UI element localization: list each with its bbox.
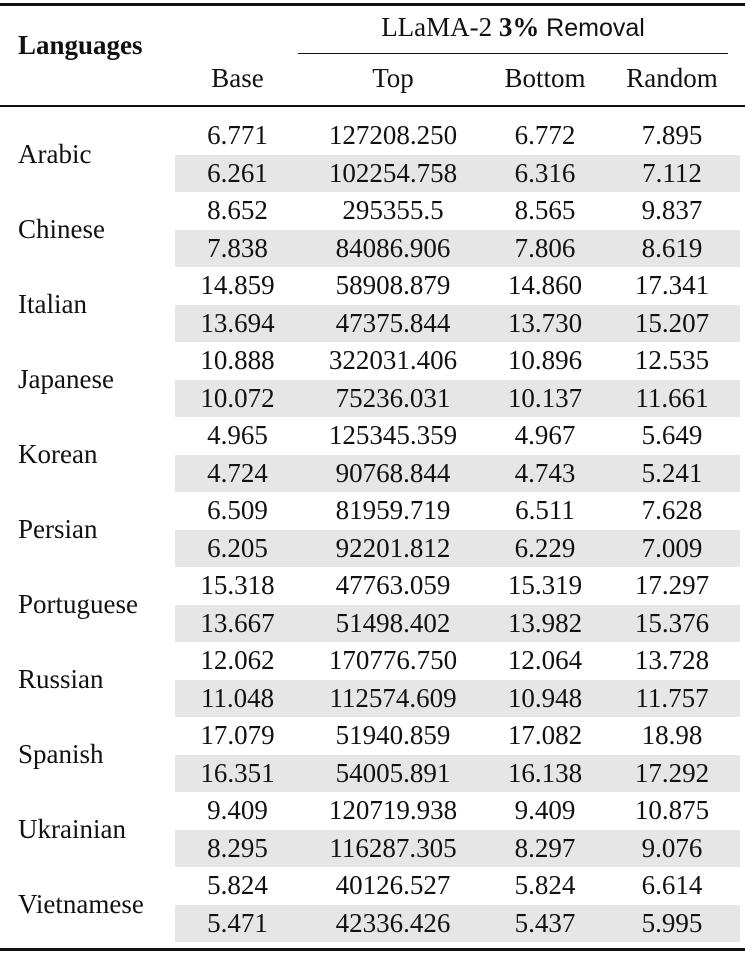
- table-cell: 90768.844: [335, 457, 451, 488]
- table-cell: 58908.879: [335, 270, 451, 300]
- table-cell: 5.824: [514, 870, 576, 900]
- language-label: Spanish: [18, 739, 104, 769]
- table-row: [175, 117, 740, 155]
- table-row: [175, 717, 740, 755]
- language-label: Persian: [18, 514, 98, 544]
- table-cell: 16.138: [507, 757, 583, 788]
- table-cell: 5.995: [641, 907, 703, 938]
- language-label: Japanese: [18, 364, 114, 394]
- table-row: [175, 642, 740, 680]
- language-label: Arabic: [18, 139, 92, 169]
- table-cell: 81959.719: [335, 495, 451, 525]
- table-cell: 84086.906: [335, 232, 451, 263]
- group-bold: 3%: [498, 12, 540, 42]
- table-cell: 7.628: [641, 495, 703, 525]
- table-cell: 16.351: [200, 757, 275, 788]
- table-row: [175, 155, 740, 193]
- table-cell: 10.888: [200, 345, 275, 375]
- table-cell: 9.837: [641, 195, 703, 225]
- table-cell: 5.437: [514, 907, 576, 938]
- language-group: [0, 192, 745, 267]
- table-cell: 6.261: [207, 157, 268, 188]
- table-cell: 54005.891: [335, 757, 451, 788]
- table-cell: 8.652: [207, 195, 268, 225]
- table-cell: 14.859: [200, 270, 275, 300]
- table-row: [175, 342, 740, 380]
- table-cell: 5.471: [207, 907, 268, 938]
- group-suffix: Removal: [546, 14, 645, 42]
- table-cell: 47375.844: [335, 307, 451, 338]
- language-label: Vietnamese: [18, 889, 144, 919]
- table-cell: 8.619: [641, 232, 703, 263]
- table-cell: 51940.859: [335, 720, 451, 750]
- table-cell: 8.297: [514, 832, 576, 863]
- table-cell: 4.967: [514, 420, 576, 450]
- table-cell: 10.072: [200, 382, 275, 413]
- language-label: Chinese: [18, 214, 105, 244]
- table-cell: 9.409: [207, 795, 268, 825]
- table-row: [175, 192, 740, 230]
- table-row: [175, 792, 740, 830]
- language-group: [0, 867, 745, 942]
- table-row: [175, 455, 740, 493]
- top-rule: [0, 3, 745, 6]
- table-cell: 15.319: [507, 570, 583, 600]
- table-cell: 6.229: [514, 532, 576, 563]
- language-group: [0, 417, 745, 492]
- table-cell: 322031.406: [328, 345, 458, 375]
- table-cell: 7.009: [641, 532, 703, 563]
- table-row: [175, 867, 740, 905]
- table-cell: 11.048: [200, 682, 275, 713]
- table-row: [175, 755, 740, 793]
- table-cell: 15.376: [634, 607, 710, 638]
- table-cell: 75236.031: [335, 382, 451, 413]
- table-cell: 11.661: [635, 382, 709, 413]
- languages-header: Languages: [18, 30, 143, 60]
- table-cell: 6.509: [207, 495, 268, 525]
- column-header-random: Random: [626, 63, 718, 93]
- table-cell: 12.064: [507, 645, 583, 675]
- table-cell: 13.667: [200, 607, 275, 638]
- table-cell: 11.757: [635, 682, 709, 713]
- group-underline: [298, 53, 728, 54]
- table-cell: 4.965: [207, 420, 268, 450]
- language-group: [0, 492, 745, 567]
- language-label: Korean: [18, 439, 98, 469]
- table-cell: 17.079: [200, 720, 275, 750]
- table-cell: 112574.609: [329, 682, 457, 713]
- table-cell: 17.292: [634, 757, 710, 788]
- table-cell: 120719.938: [328, 795, 458, 825]
- table-cell: 17.341: [634, 270, 710, 300]
- table-cell: 6.511: [515, 495, 575, 525]
- table-cell: 92201.812: [335, 532, 451, 563]
- language-label: Russian: [18, 664, 104, 694]
- language-group: [0, 567, 745, 642]
- table-cell: 8.295: [207, 832, 268, 863]
- table-cell: 17.297: [634, 570, 710, 600]
- table-cell: 127208.250: [328, 120, 458, 150]
- table-row: [175, 417, 740, 455]
- table-cell: 17.082: [507, 720, 583, 750]
- table-cell: 12.535: [634, 345, 710, 375]
- table-cell: 116287.305: [329, 832, 457, 863]
- table-cell: 10.896: [507, 345, 583, 375]
- table-cell: 9.409: [514, 795, 576, 825]
- table-cell: 42336.426: [335, 907, 451, 938]
- table-row: [175, 230, 740, 268]
- table-cell: 47763.059: [335, 570, 451, 600]
- table-cell: 10.875: [634, 795, 710, 825]
- table-cell: 6.316: [514, 157, 576, 188]
- table-cell: 6.772: [514, 120, 576, 150]
- table-cell: 7.806: [514, 232, 576, 263]
- language-group: [0, 267, 745, 342]
- table-cell: 125345.359: [328, 420, 458, 450]
- table-cell: 6.771: [207, 120, 268, 150]
- table-cell: 51498.402: [335, 607, 451, 638]
- table-body: [0, 117, 745, 942]
- table-cell: 10.137: [507, 382, 583, 413]
- table-cell: 7.895: [641, 120, 703, 150]
- table-row: [175, 830, 740, 868]
- table-cell: 13.730: [507, 307, 583, 338]
- table-cell: 7.112: [642, 157, 702, 188]
- table-row: [175, 605, 740, 643]
- table-row: [175, 267, 740, 305]
- table-cell: 13.728: [634, 645, 710, 675]
- table-cell: 9.076: [641, 832, 703, 863]
- table-row: [175, 492, 740, 530]
- table-cell: 5.824: [207, 870, 268, 900]
- language-group: [0, 642, 745, 717]
- language-label: Ukrainian: [18, 814, 126, 844]
- column-header-base: Base: [211, 63, 264, 93]
- table-cell: 8.565: [514, 195, 576, 225]
- table-cell: 40126.527: [335, 870, 451, 900]
- table-row: [175, 530, 740, 568]
- table-cell: 4.743: [514, 457, 576, 488]
- language-group: [0, 717, 745, 792]
- table-cell: 170776.750: [328, 645, 458, 675]
- language-group: [0, 792, 745, 867]
- table-cell: 7.838: [207, 232, 268, 263]
- table-row: [175, 567, 740, 605]
- table-row: [175, 380, 740, 418]
- table-cell: 15.318: [200, 570, 275, 600]
- language-label: Portuguese: [18, 589, 138, 619]
- column-header-top: Top: [372, 63, 414, 93]
- table-row: [175, 905, 740, 943]
- table-cell: 6.205: [207, 532, 268, 563]
- table-cell: 295355.5: [342, 195, 444, 225]
- group-prefix: LLaMA-2: [381, 12, 493, 42]
- table-row: [175, 305, 740, 343]
- group-header: [298, 12, 728, 43]
- language-label: Italian: [18, 289, 87, 319]
- table-cell: 12.062: [200, 645, 275, 675]
- header-rule: [0, 105, 745, 107]
- bottom-rule: [0, 948, 745, 951]
- table-cell: 13.694: [200, 307, 275, 338]
- table-cell: 13.982: [507, 607, 583, 638]
- table-row: [175, 680, 740, 718]
- table-cell: 10.948: [507, 682, 583, 713]
- table-cell: 14.860: [507, 270, 583, 300]
- table-cell: 6.614: [641, 870, 703, 900]
- language-group: [0, 342, 745, 417]
- table-cell: 5.241: [641, 457, 703, 488]
- table-cell: 15.207: [634, 307, 710, 338]
- column-header-bottom: Bottom: [504, 63, 586, 93]
- table-cell: 4.724: [207, 457, 268, 488]
- table-cell: 5.649: [641, 420, 703, 450]
- table-cell: 18.98: [641, 720, 703, 750]
- language-group: [0, 117, 745, 192]
- table-cell: 102254.758: [328, 157, 458, 188]
